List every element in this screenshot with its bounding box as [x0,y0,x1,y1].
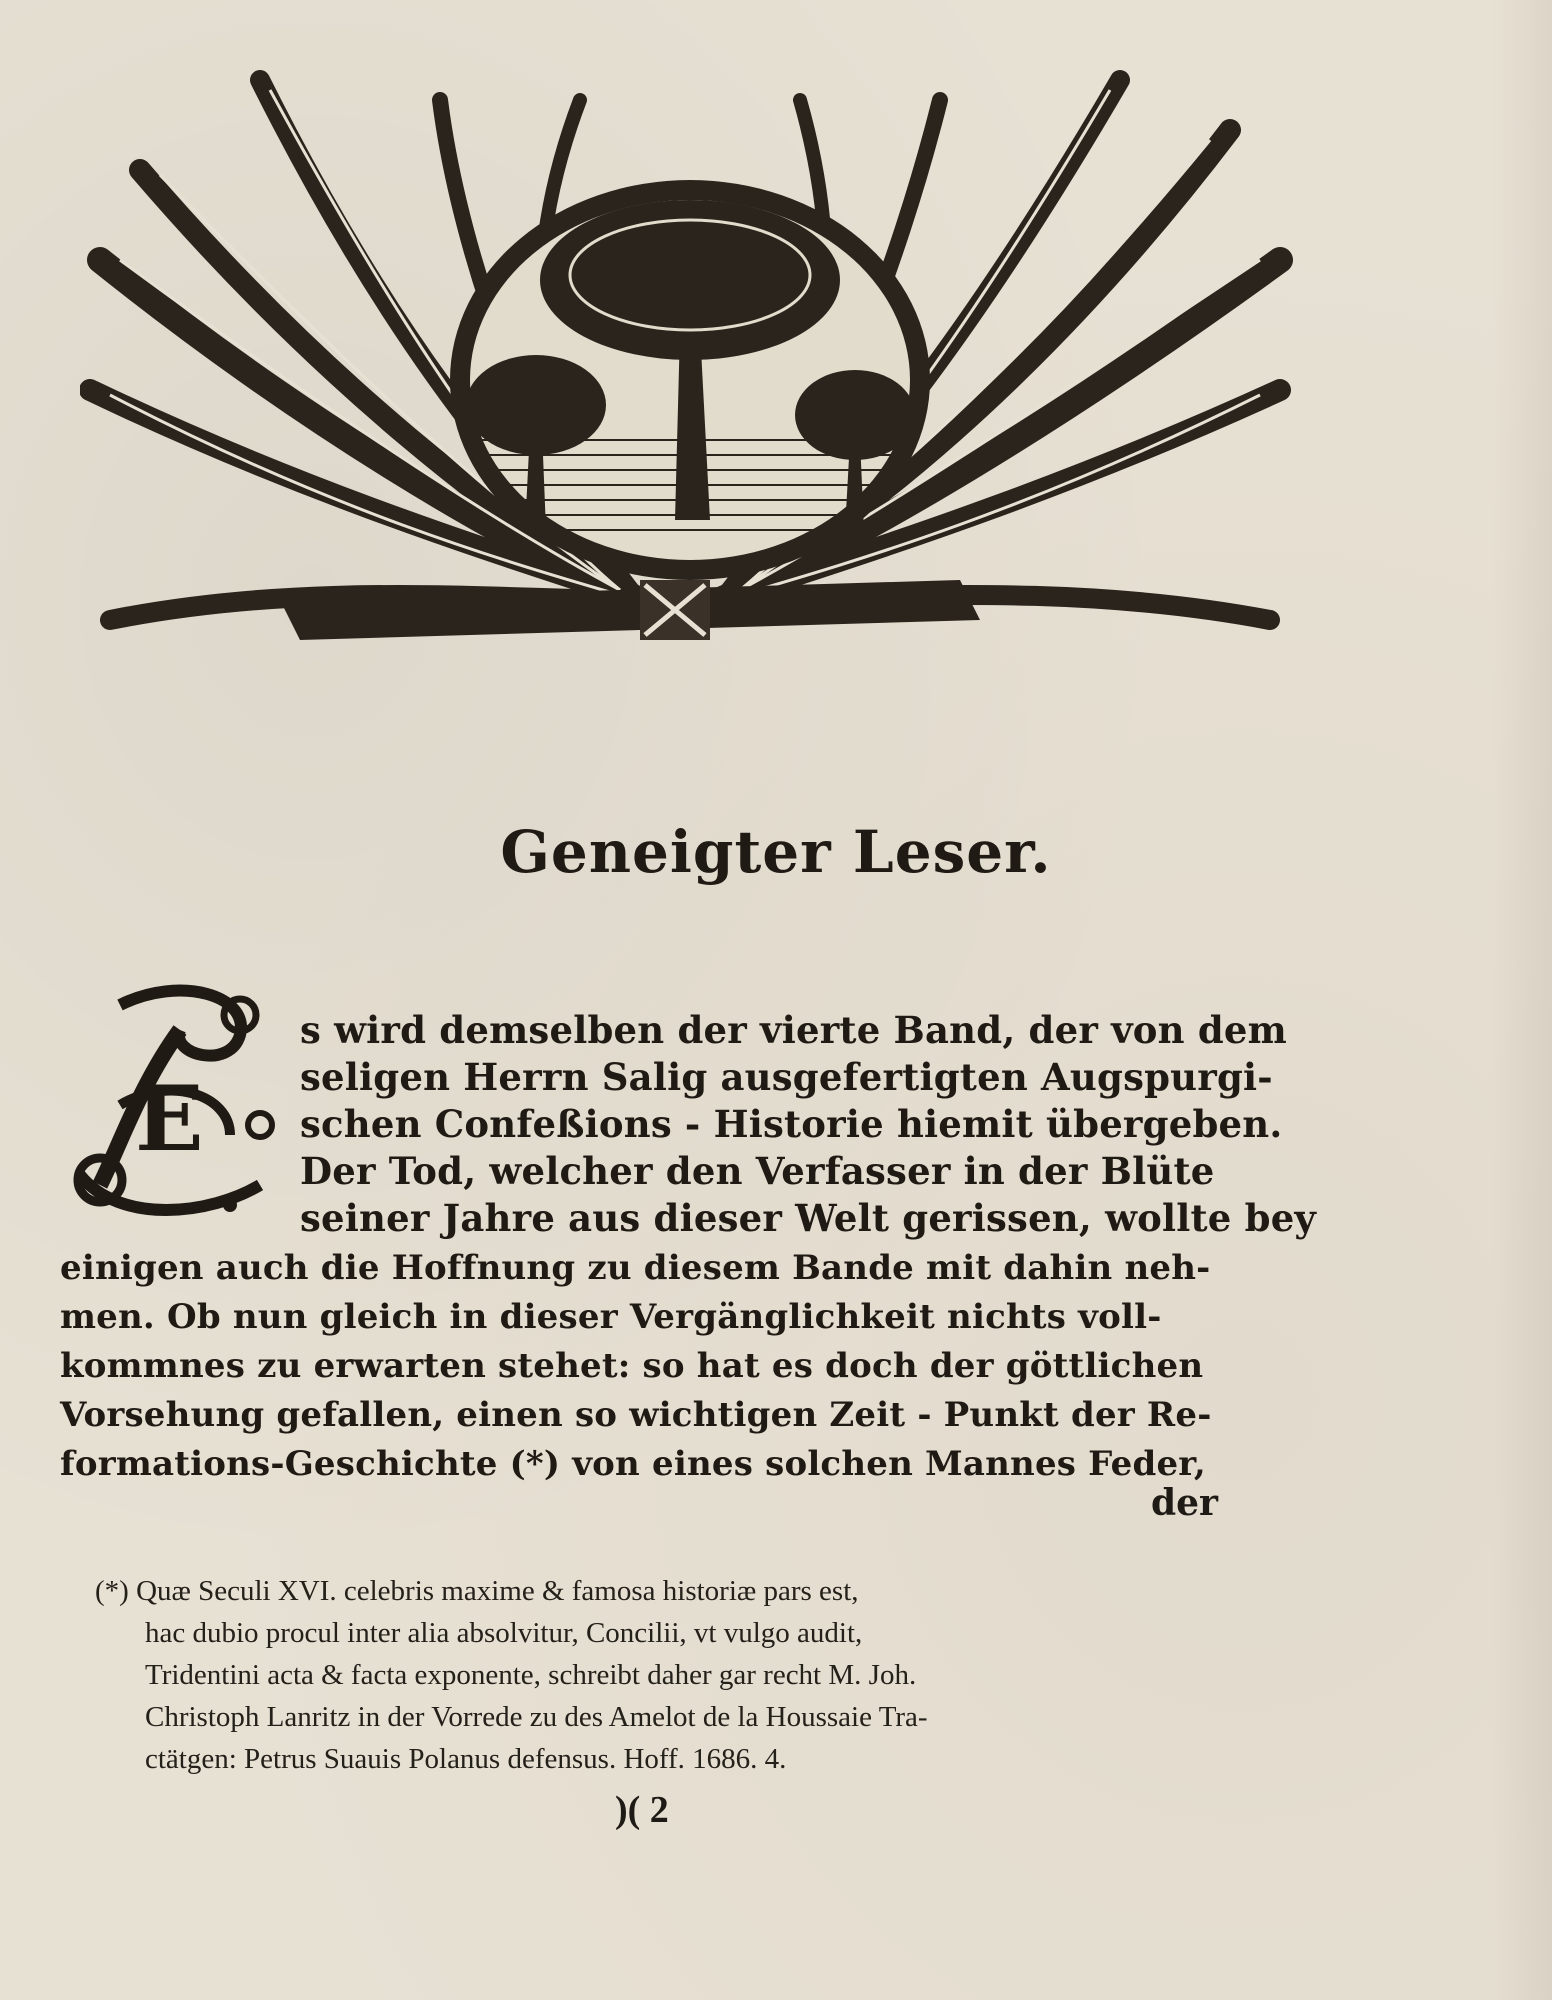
decorated-initial [60,975,285,1230]
footnote-line: Christoph Lanritz in der Vorrede zu des Amelot de la Houssaie Tra- [145,1701,928,1733]
body-line: Vorsehung gefallen, einen so wichtigen Zeit - Punkt der Re- [60,1395,1212,1435]
body-line: seiner Jahre aus dieser Welt gerissen, wollte bey [300,1196,1317,1240]
body-line: formations-Geschichte (*) von eines solchen Mannes Feder, [60,1444,1206,1484]
footnote-line: ctätgen: Petrus Suauis Polanus defensus. Hoff. 1686. 4. [145,1743,787,1775]
body-line: schen Confeßions - Historie hiemit übergeben. [300,1102,1283,1146]
page-edge-shadow [1492,0,1552,2000]
body-line: s wird demselben der vierte Band, der von dem [300,1008,1288,1052]
footnote-line: Tridentini acta & facta exponente, schreibt daher gar recht M. Joh. [145,1659,917,1691]
body-line: seligen Herrn Salig ausgefertigten Augspurgi- [300,1055,1273,1099]
body-line: men. Ob nun gleich in dieser Vergänglichkeit nichts voll- [60,1297,1162,1337]
footnote-line: (*) Quæ Seculi XVI. celebris maxime & famosa historiæ pars est, [95,1575,859,1607]
signature-mark: )( 2 [615,1789,669,1831]
initial-letter: E [135,1066,204,1172]
body-line: Der Tod, welcher den Verfasser in der Blüte [300,1149,1215,1193]
body-line: einigen auch die Hoffnung zu diesem Bande mit dahin neh- [60,1248,1211,1288]
catchword: der [1150,1482,1218,1524]
page-heading: Geneigter Leser. [500,818,1052,886]
woodcut-vignette [80,60,1300,680]
footnote-line: hac dubio procul inter alia absolvitur, Concilii, vt vulgo audit, [145,1617,863,1649]
oval-landscape [450,180,930,580]
body-line: kommnes zu erwarten stehet: so hat es doch der göttlichen [60,1346,1204,1386]
